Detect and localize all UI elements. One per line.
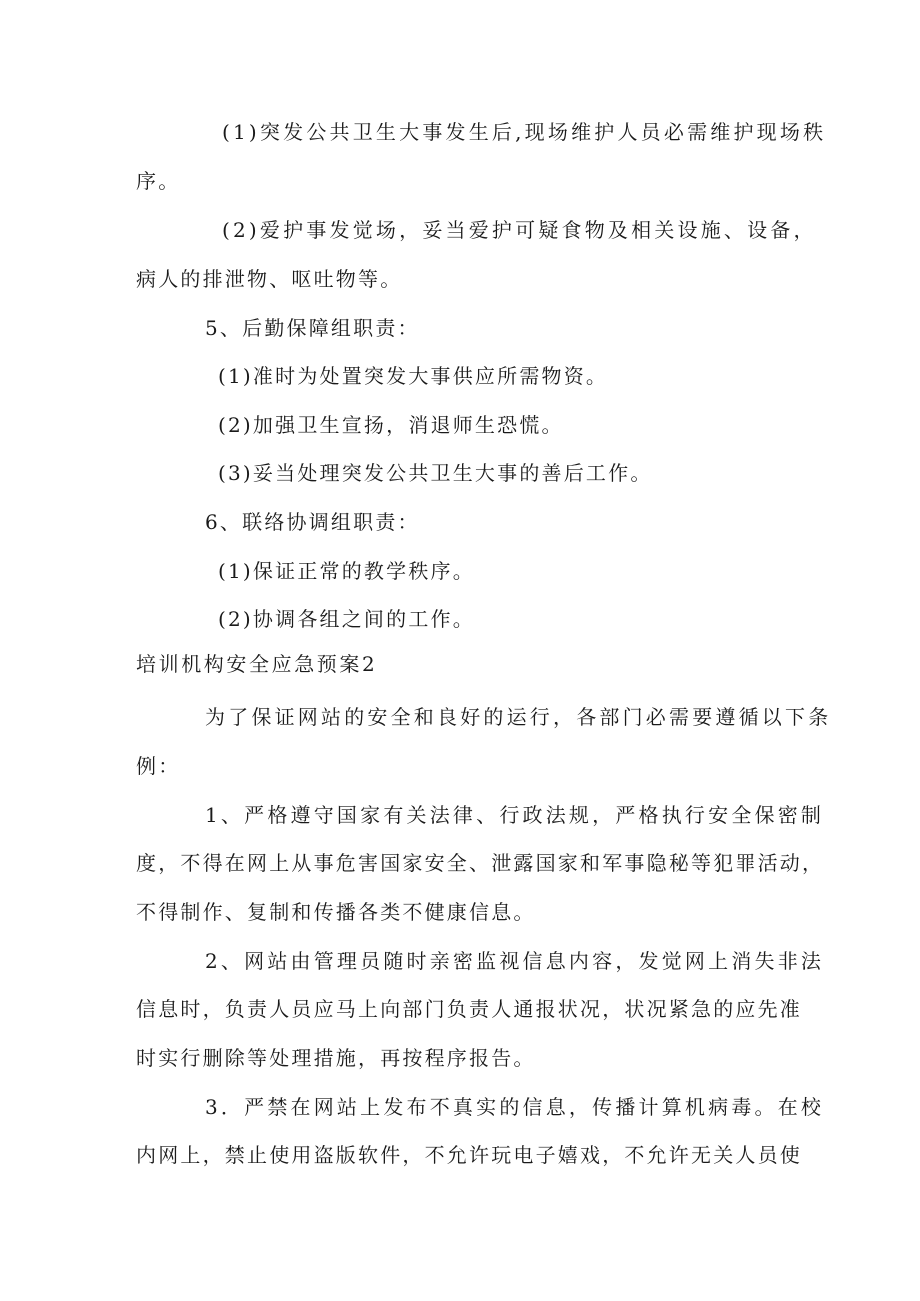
text-line-8: (3)妥当处理突发公共卫生大事的善后工作。 <box>218 461 653 485</box>
text-line-7: (2)加强卫生宣扬，消退师生恐慌。 <box>218 413 564 437</box>
text-line-14: 例： <box>136 754 181 778</box>
text-line-17: 不得制作、复制和传播各类不健康信息。 <box>136 900 536 924</box>
text-line-4: 病人的排泄物、呕吐物等。 <box>136 267 403 291</box>
section-heading-logistics: 5、后勤保障组职责： <box>205 316 420 340</box>
section-heading-coordination: 6、联络协调组职责： <box>205 510 420 534</box>
text-line-3: (2)爱护事发觉场，妥当爱护可疑食物及相关设施、设备， <box>222 218 817 242</box>
text-line-16: 度，不得在网上从事危害国家安全、泄露国家和军事隐秘等犯罪活动， <box>136 851 825 875</box>
text-line-6: (1)准时为处置突发大事供应所需物资。 <box>218 364 609 388</box>
text-line-21: 3．严禁在网站上发布不真实的信息，传播计算机病毒。在校 <box>205 1095 825 1119</box>
text-line-13: 为了保证网站的安全和良好的运行，各部门必需要遵循以下条 <box>205 705 832 729</box>
text-line-22: 内网上，禁止使用盗版软件，不允许玩电子嬉戏，不允许无关人员使 <box>136 1143 802 1167</box>
text-line-20: 时实行删除等处理措施，再按程序报告。 <box>136 1046 536 1070</box>
text-line-11: (2)协调各组之间的工作。 <box>218 607 475 631</box>
text-line-15: 1、严格遵守国家有关法律、行政法规，严格执行安全保密制 <box>205 803 825 827</box>
document-subtitle: 培训机构安全应急预案2 <box>136 652 378 676</box>
text-line-10: (1)保证正常的教学秩序。 <box>218 559 475 583</box>
text-line-18: 2、网站由管理员随时亲密监视信息内容，发觉网上消失非法 <box>205 949 825 973</box>
text-line-2: 序。 <box>136 169 181 193</box>
text-line-19: 信息时，负责人员应马上向部门负责人通报状况，状况紧急的应先准 <box>136 997 802 1021</box>
text-line-1: (1)突发公共卫生大事发生后,现场维护人员必需维护现场秩 <box>222 120 827 144</box>
